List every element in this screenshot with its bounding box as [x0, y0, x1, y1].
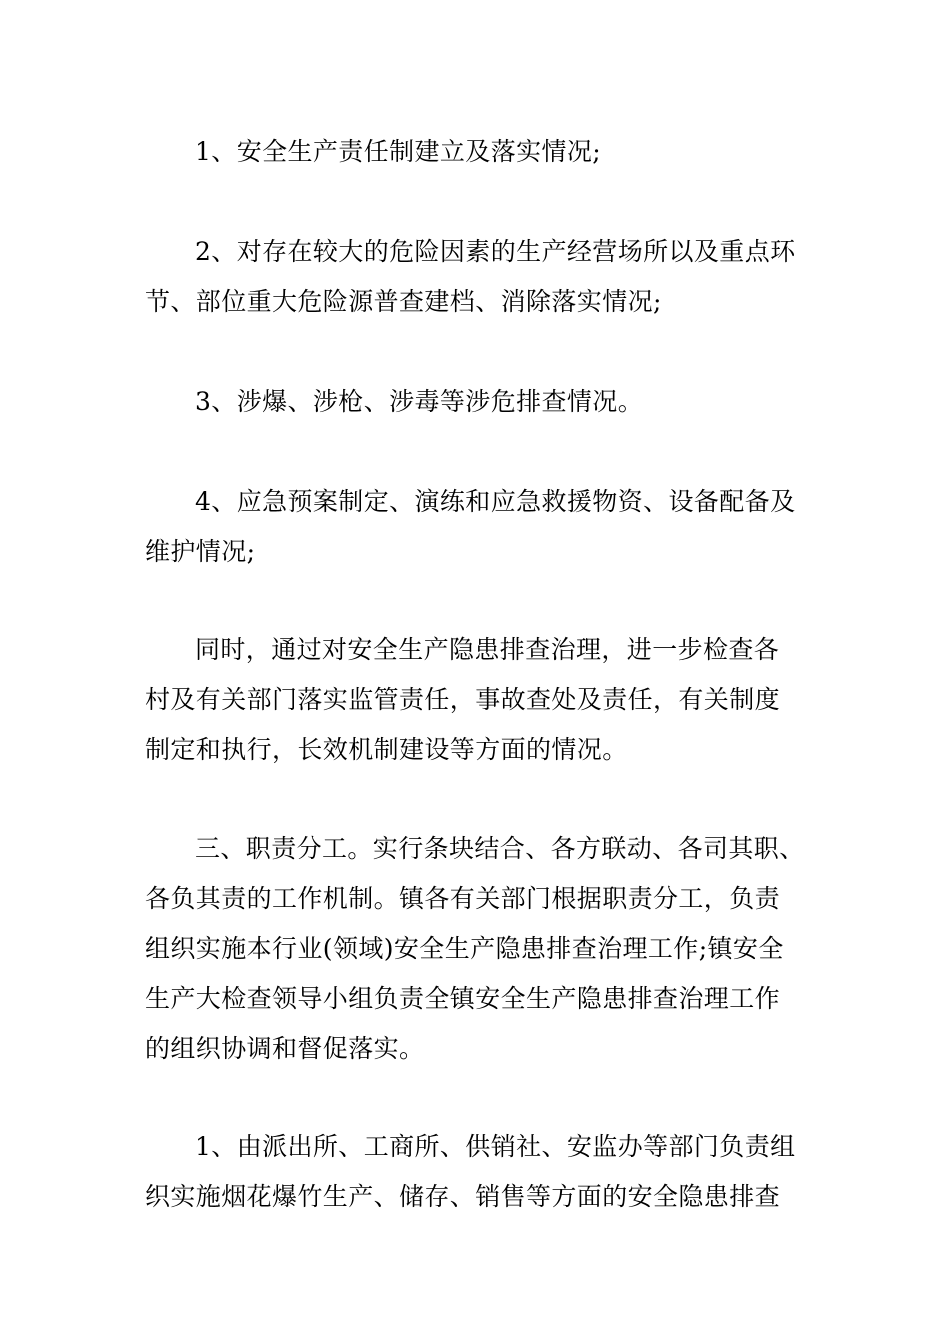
text-line: 组织实施本行业(领域)安全生产隐患排查治理工作;镇安全	[145, 934, 784, 963]
paragraph-meanwhile	[145, 625, 815, 775]
text-line: 4、应急预案制定、演练和应急救援物资、设备配备及	[195, 487, 796, 516]
text-line: 节、部位重大危险源普查建档、消除落实情况;	[145, 287, 662, 316]
text-line: 1、安全生产责任制建立及落实情况;	[195, 137, 602, 166]
paragraph-item-3	[145, 377, 815, 427]
text-line: 织实施烟花爆竹生产、储存、销售等方面的安全隐患排查	[145, 1182, 781, 1211]
paragraph-item-2	[145, 227, 815, 327]
text-line: 生产大检查领导小组负责全镇安全生产隐患排查治理工作	[145, 984, 781, 1013]
paragraph-section-three	[145, 824, 815, 1074]
text-line: 制定和执行，长效机制建设等方面的情况。	[145, 735, 628, 764]
text-line: 3、涉爆、涉枪、涉毒等涉危排查情况。	[195, 387, 644, 416]
text-line: 维护情况;	[145, 537, 256, 566]
text-line: 同时，通过对安全生产隐患排查治理，进一步检查各	[195, 635, 780, 664]
paragraph-item-4	[145, 477, 815, 577]
text-line: 2、对存在较大的危险因素的生产经营场所以及重点环	[195, 237, 796, 266]
text-line: 1、由派出所、工商所、供销社、安监办等部门负责组	[195, 1132, 796, 1161]
text-line: 各负其责的工作机制。镇各有关部门根据职责分工，负责	[145, 884, 781, 913]
text-line: 的组织协调和督促落实。	[145, 1034, 425, 1063]
text-line: 村及有关部门落实监管责任，事故查处及责任，有关制度	[145, 685, 781, 714]
text-line: 三、职责分工。实行条块结合、各方联动、各司其职、	[195, 834, 805, 863]
paragraph-item-1-duty	[145, 1122, 815, 1222]
paragraph-item-1	[145, 127, 815, 177]
